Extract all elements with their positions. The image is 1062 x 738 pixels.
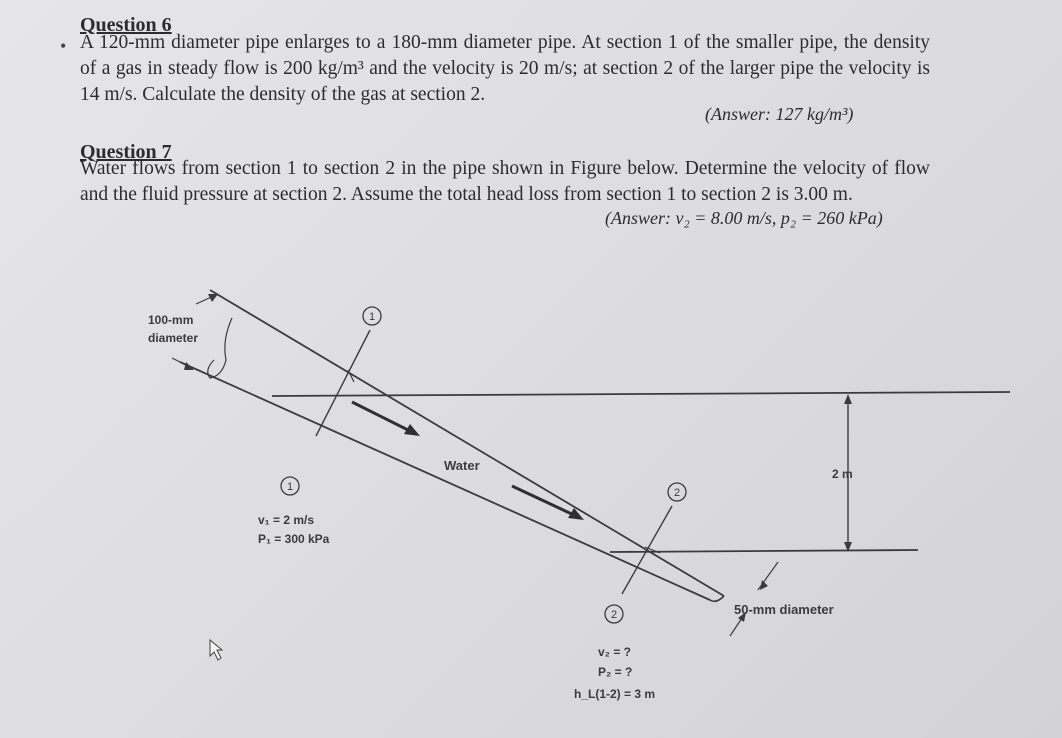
question7-title: Question 7 (80, 141, 172, 163)
question6-title: Question 6 (80, 14, 172, 36)
height-arrow-top (844, 394, 852, 404)
section1-marker-top-label: 1 (369, 311, 376, 323)
diameter-label-line2: diameter (148, 331, 199, 345)
diameter-break-mark (208, 318, 232, 378)
water-label: Water (444, 458, 480, 473)
section2-cut-line (622, 506, 672, 594)
outlet-diameter-label: 50-mm diameter (734, 602, 834, 617)
p1-label: P₁ = 300 kPa (258, 532, 330, 546)
question6-answer: (Answer: 127 kg/m³) (705, 104, 854, 124)
diameter-arrow-bottom (184, 362, 194, 370)
height-label: 2 m (832, 467, 853, 481)
section2-marker-bottom-label: 2 (611, 609, 618, 621)
question7-text: Water flows from section 1 to section 2 in the pipe shown in Figure below. Determine the velocity of flow and the fluid pressure at section 2. Assume the total head loss from section 1 to section 2 is 3.00 m. (80, 158, 930, 205)
section2-marker-top-label: 2 (674, 487, 681, 499)
flow-arrow-2-head (568, 508, 584, 520)
v1-label: v₁ = 2 m/s (258, 513, 314, 527)
pipe-outlet-end (710, 596, 724, 601)
question6-text: A 120-mm diameter pipe enlarges to a 180-mm diameter pipe. At section 1 of the smaller pipe, the density of a gas in steady flow is 200 kg/m³ and the velocity is 20 m/s; at section 2 of the larger pipe the velocity is 14 m/s. Calculate the density of the gas at section 2. (80, 32, 930, 105)
p2-label: P₂ = ? (598, 665, 633, 679)
section1-marker-bottom-label: 1 (287, 481, 294, 493)
question7-answer: (Answer: v₂ = 8.00 m/s, p₂ = 260 kPa) (605, 208, 883, 228)
bullet-dot: • (60, 36, 67, 56)
flow-arrow-2 (512, 486, 576, 516)
flow-arrow-1 (352, 402, 412, 432)
section1-cut-line (316, 330, 370, 436)
headloss-label: h_L(1-2) = 3 m (574, 687, 656, 701)
mouse-cursor-icon (210, 640, 222, 660)
v2-label: v₂ = ? (598, 645, 632, 659)
pipe-lower-wall (180, 362, 710, 600)
diameter-label-line1: 100-mm (148, 313, 194, 327)
